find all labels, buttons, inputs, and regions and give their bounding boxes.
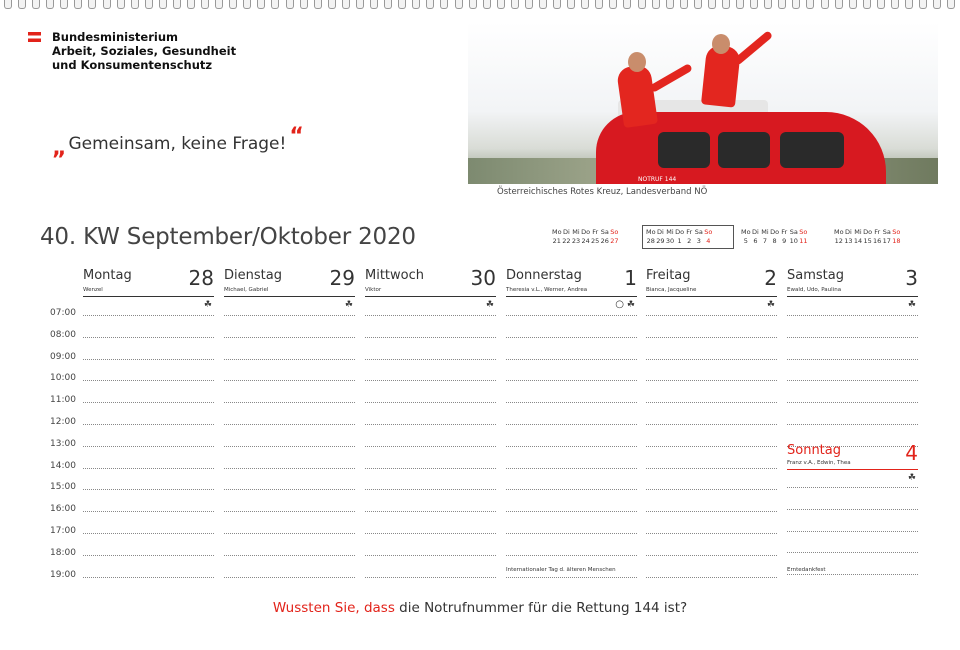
mini-calendar-weekday: Do — [770, 228, 780, 236]
name-days: Michael, Gabriel — [224, 287, 269, 293]
moon-phase-icon: ☘ — [766, 300, 775, 310]
mini-calendar-date: 14 — [853, 237, 863, 245]
mini-calendar-date: 4 — [706, 237, 711, 245]
day-name: Freitag — [646, 268, 691, 283]
mini-calendar-date: 10 — [789, 237, 798, 245]
time-slot[interactable] — [224, 359, 355, 360]
mini-calendar-date: 12 — [834, 237, 843, 245]
mini-calendar-date: 17 — [882, 237, 891, 245]
hour-label: 13:00 — [50, 438, 76, 449]
time-slot[interactable] — [83, 424, 214, 425]
day-number: 29 — [329, 266, 355, 290]
time-slot[interactable] — [83, 489, 214, 490]
moon-phase-icon: ☘ — [344, 300, 353, 310]
time-slot[interactable] — [787, 531, 918, 532]
mini-calendar-weekday: Fr — [781, 228, 788, 236]
time-slot[interactable] — [224, 315, 355, 316]
full-moon-icon: ○ — [615, 299, 624, 310]
hour-label: 07:00 — [50, 308, 76, 318]
mini-calendar-date: 27 — [610, 237, 619, 245]
time-slot[interactable] — [224, 533, 355, 534]
time-slot[interactable] — [646, 359, 777, 360]
time-slot[interactable] — [506, 380, 637, 381]
moon-phase-icon: ☘ — [626, 300, 635, 310]
time-slot[interactable] — [224, 380, 355, 381]
time-slot[interactable] — [365, 577, 496, 578]
mini-calendar-weekday: Di — [751, 228, 759, 236]
mini-calendar-weekday: Mo — [646, 228, 656, 236]
day-divider — [365, 296, 496, 297]
week-title: 40. KW September/Oktober 2020 — [40, 224, 416, 250]
day-divider — [646, 296, 777, 297]
vehicle-label: NOTRUF 144 — [638, 176, 677, 183]
time-slot[interactable] — [365, 533, 496, 534]
day-number: 3 — [905, 266, 918, 290]
time-slot[interactable] — [506, 402, 637, 403]
time-slot[interactable] — [787, 315, 918, 316]
time-slot[interactable] — [646, 380, 777, 381]
time-slot[interactable] — [787, 359, 918, 360]
time-slot[interactable] — [83, 468, 214, 469]
time-slot[interactable] — [365, 359, 496, 360]
mini-calendar-weekday: Do — [863, 228, 873, 236]
mini-calendar-weekday: Sa — [882, 228, 891, 236]
mini-calendar — [552, 228, 619, 246]
moon-phase-icon: ☘ — [907, 473, 916, 483]
rescue-team-photo — [468, 22, 938, 184]
mini-calendar-date: 30 — [665, 237, 675, 245]
day-name: Sonntag — [787, 443, 841, 458]
time-slot[interactable] — [646, 533, 777, 534]
time-slot[interactable] — [506, 424, 637, 425]
day-number: 28 — [188, 266, 214, 290]
mini-calendar — [741, 228, 808, 246]
quote-open-mark: „ — [52, 136, 67, 161]
time-slot[interactable] — [506, 555, 637, 556]
time-slot[interactable] — [646, 577, 777, 578]
austria-flag-icon — [28, 32, 41, 42]
day-name: Donnerstag — [506, 268, 582, 283]
day-name: Dienstag — [224, 268, 282, 283]
name-days: Viktor — [365, 287, 382, 293]
mini-calendar-weekday: Sa — [694, 228, 703, 236]
hour-label: 08:00 — [50, 329, 76, 340]
time-slot[interactable] — [365, 380, 496, 381]
quote-close-mark: “ — [289, 124, 304, 149]
mini-calendar-weekday: Sa — [789, 228, 798, 236]
time-slot[interactable] — [365, 424, 496, 425]
mini-calendar-weekday: Di — [656, 228, 664, 236]
time-slot[interactable] — [365, 511, 496, 512]
mini-calendar-weekday: So — [610, 228, 619, 236]
holiday-note: Erntedankfest — [787, 566, 826, 573]
name-days: Bianca, Jacqueline — [646, 287, 697, 293]
day-number: 1 — [624, 266, 637, 290]
mini-calendar-weekday: Fr — [592, 228, 599, 236]
mini-calendar-date: 13 — [844, 237, 853, 245]
mini-calendar-weekday: Mo — [741, 228, 751, 236]
mini-calendar-date: 3 — [696, 237, 701, 245]
time-slot[interactable] — [787, 402, 918, 403]
mini-calendar-weekday: Do — [581, 228, 591, 236]
mini-calendar — [646, 228, 713, 246]
day-name: Samstag — [787, 268, 844, 283]
time-slot[interactable] — [646, 424, 777, 425]
mini-calendar-weekday: Fr — [874, 228, 881, 236]
mini-calendar-weekday: Mi — [572, 228, 580, 236]
mini-calendar-weekday: Mo — [834, 228, 844, 236]
time-slot[interactable] — [646, 511, 777, 512]
time-slot[interactable] — [787, 424, 918, 425]
time-slot[interactable] — [646, 468, 777, 469]
ministry-name-line2: Arbeit, Soziales, Gesundheit — [52, 44, 237, 58]
time-slot[interactable] — [365, 555, 496, 556]
time-slot[interactable] — [646, 555, 777, 556]
time-slot[interactable] — [224, 577, 355, 578]
mini-calendar-date: 29 — [656, 237, 665, 245]
fact-text: die Notrufnummer für die Rettung 144 ist? — [394, 600, 688, 616]
time-slot[interactable] — [365, 446, 496, 447]
time-slot[interactable] — [506, 337, 637, 338]
time-slot[interactable] — [365, 489, 496, 490]
time-slot[interactable] — [224, 555, 355, 556]
ministry-name-line1: Bundesministerium — [52, 30, 178, 44]
paramedic-figure — [616, 64, 658, 128]
mini-calendar-weekday: Mo — [552, 228, 562, 236]
time-slot[interactable] — [646, 489, 777, 490]
mini-calendar-date: 6 — [753, 237, 758, 245]
time-slot[interactable] — [506, 359, 637, 360]
time-slot[interactable] — [646, 402, 777, 403]
name-days: Franz v.A., Edwin, Thea — [787, 460, 851, 466]
did-you-know-fact — [0, 600, 960, 616]
time-slot[interactable] — [83, 337, 214, 338]
spiral-binding — [0, 0, 960, 10]
time-slot[interactable] — [365, 468, 496, 469]
day-divider — [83, 296, 214, 297]
holiday-note: Internationaler Tag d. älteren Menschen — [506, 566, 616, 573]
time-slot[interactable] — [506, 468, 637, 469]
time-slot[interactable] — [83, 315, 214, 316]
mini-calendar-date: 11 — [799, 237, 808, 245]
mini-calendar-date: 25 — [591, 237, 600, 245]
mini-calendar-date: 21 — [552, 237, 561, 245]
photo-caption: Österreichisches Rotes Kreuz, Landesverband NÖ — [497, 187, 708, 197]
time-slot[interactable] — [646, 315, 777, 316]
hour-label: 10:00 — [50, 373, 76, 384]
mini-calendar-date: 23 — [571, 237, 581, 245]
mini-calendar-weekday: Mi — [854, 228, 862, 236]
time-slot[interactable] — [224, 446, 355, 447]
day-name: Mittwoch — [365, 268, 424, 283]
mini-calendar-date: 9 — [782, 237, 787, 245]
hour-label: 19:00 — [50, 569, 76, 580]
time-slot[interactable] — [83, 577, 214, 578]
motto-quote — [52, 124, 304, 161]
time-slot[interactable] — [224, 424, 355, 425]
mini-calendar-weekday: Di — [562, 228, 570, 236]
mini-calendar-weekday: Mi — [666, 228, 674, 236]
mini-calendar-date: 18 — [892, 237, 901, 245]
time-slot[interactable] — [224, 511, 355, 512]
time-slot[interactable] — [787, 487, 918, 488]
mini-calendar-date: 22 — [562, 237, 571, 245]
mini-calendar-weekday: Mi — [761, 228, 769, 236]
time-slot[interactable] — [506, 577, 637, 578]
time-slot[interactable] — [506, 315, 637, 316]
hour-label: 09:00 — [50, 351, 76, 362]
mini-calendar-date: 16 — [873, 237, 882, 245]
mini-calendar-weekday: Do — [675, 228, 685, 236]
name-days: Wenzel — [83, 287, 103, 293]
time-slot[interactable] — [83, 555, 214, 556]
time-slot[interactable] — [787, 337, 918, 338]
mini-calendar-date: 28 — [646, 237, 655, 245]
hour-label: 16:00 — [50, 504, 76, 515]
time-slot[interactable] — [787, 552, 918, 553]
name-days: Ewald, Udo, Paulina — [787, 287, 842, 293]
hour-label: 14:00 — [50, 460, 76, 471]
moon-phase-icon: ☘ — [203, 300, 212, 310]
mini-calendar — [834, 228, 901, 246]
mini-calendar-date: 1 — [677, 237, 682, 245]
time-slot[interactable] — [365, 402, 496, 403]
time-slot[interactable] — [506, 489, 637, 490]
mini-calendar-date: 24 — [581, 237, 590, 245]
time-slot[interactable] — [787, 509, 918, 510]
hour-label: 18:00 — [50, 547, 76, 558]
time-slot[interactable] — [646, 337, 777, 338]
time-slot[interactable] — [365, 337, 496, 338]
day-divider — [224, 296, 355, 297]
fact-highlight: Wussten Sie, dass — [272, 600, 395, 616]
time-slot[interactable] — [646, 446, 777, 447]
time-slot[interactable] — [83, 380, 214, 381]
time-slot[interactable] — [83, 511, 214, 512]
time-slot[interactable] — [224, 402, 355, 403]
time-slot[interactable] — [224, 489, 355, 490]
mini-calendar-date: 8 — [772, 237, 777, 245]
mini-calendar-weekday: Sa — [600, 228, 609, 236]
moon-phase-icon: ☘ — [485, 300, 494, 310]
mini-calendar-date: 5 — [743, 237, 748, 245]
time-slot[interactable] — [224, 468, 355, 469]
mini-calendar-weekday: Fr — [686, 228, 693, 236]
time-slot[interactable] — [83, 402, 214, 403]
time-slot[interactable] — [787, 380, 918, 381]
time-slot[interactable] — [365, 315, 496, 316]
time-slot[interactable] — [506, 446, 637, 447]
time-slot[interactable] — [83, 533, 214, 534]
hour-label: 12:00 — [50, 417, 76, 427]
day-number: 2 — [764, 266, 777, 290]
time-slot[interactable] — [787, 574, 918, 575]
day-number: 4 — [905, 441, 918, 465]
mini-calendar-weekday: Di — [844, 228, 852, 236]
hour-label: 15:00 — [50, 482, 76, 493]
day-number: 30 — [470, 266, 496, 290]
ministry-logo — [28, 30, 236, 72]
hour-label: 11:00 — [50, 395, 76, 406]
time-slot[interactable] — [506, 511, 637, 512]
hour-label: 17:00 — [50, 526, 76, 536]
ministry-name-line3: und Konsumentenschutz — [52, 58, 213, 72]
time-slot[interactable] — [83, 359, 214, 360]
day-divider — [506, 296, 637, 297]
day-divider — [787, 296, 918, 297]
moon-phase-icon: ☘ — [907, 300, 916, 310]
mini-calendar-weekday: So — [704, 228, 713, 236]
mini-calendar-date: 7 — [762, 237, 768, 245]
mini-calendar-date: 26 — [600, 237, 609, 245]
mini-calendar-weekday: So — [799, 228, 808, 236]
mini-calendar-date: 15 — [863, 237, 872, 245]
time-slot[interactable] — [224, 337, 355, 338]
mini-calendar-date: 2 — [687, 237, 692, 245]
name-days: Theresia v.L., Werner, Andrea — [506, 287, 588, 293]
time-slot[interactable] — [506, 533, 637, 534]
day-name: Montag — [83, 268, 132, 283]
time-slot[interactable] — [83, 446, 214, 447]
quote-text: Gemeinsam, keine Frage! — [68, 134, 287, 154]
mini-calendar-weekday: So — [892, 228, 901, 236]
